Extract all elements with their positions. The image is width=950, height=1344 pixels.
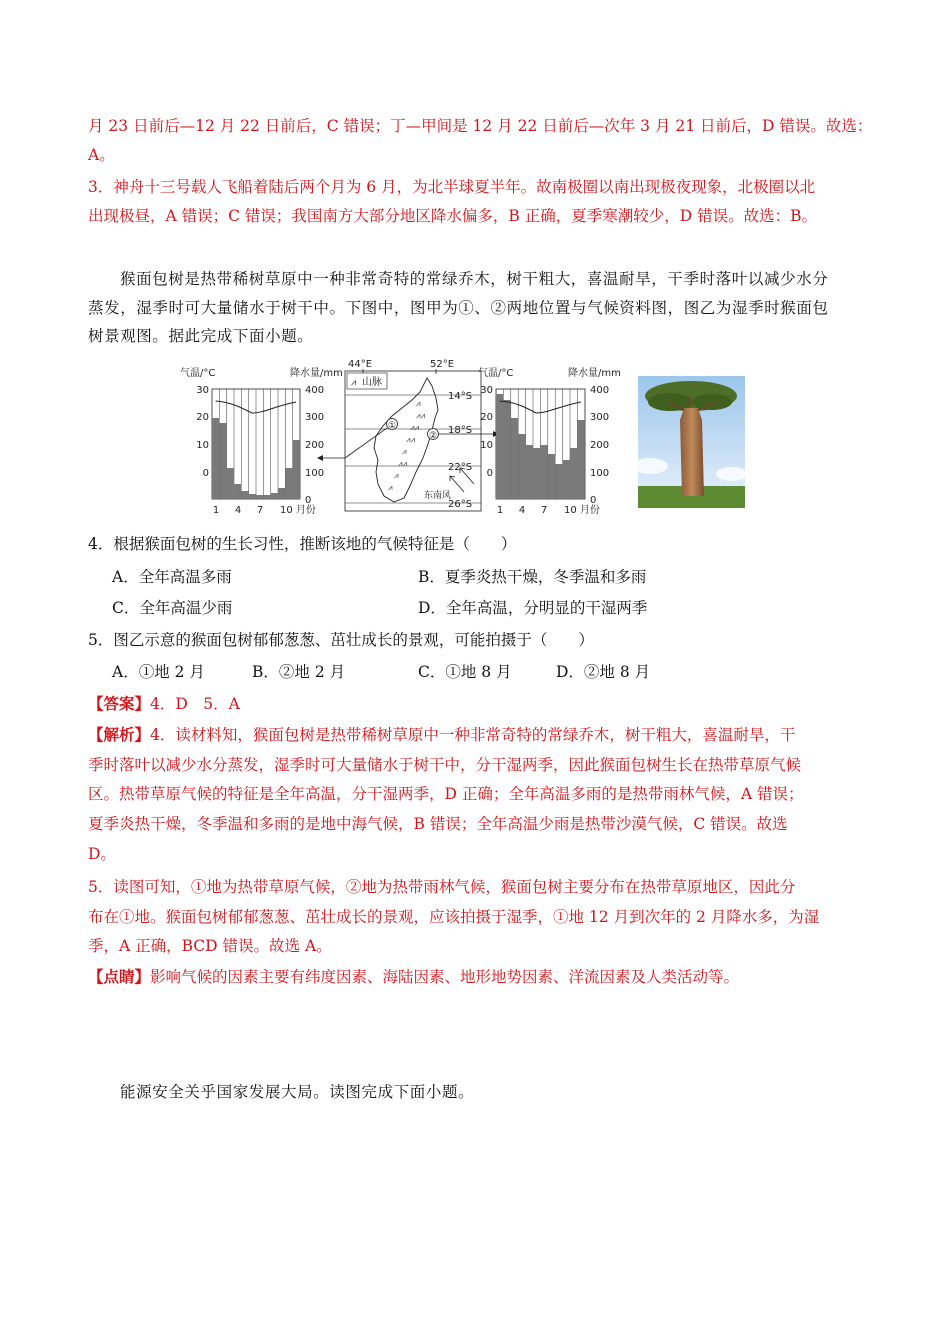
right-x-tick: 1	[496, 505, 504, 516]
intro-line-2: 蒸发，湿季时可大量储水于树干中。下图中，图甲为①、②两地位置与气候资料图，图乙为湿季时猴面包	[88, 299, 829, 317]
prev-answer-line-2: A。	[88, 146, 115, 164]
svg-text:⩘: ⩘	[416, 399, 421, 408]
svg-text:⩘: ⩘	[394, 471, 399, 480]
right-precip-tick: 400	[590, 385, 610, 396]
q3-analysis-line-2: 出现极昼，A 错误；C 错误；我国南方大部分地区降水偏多，B 正确，夏季寒潮较少，D 错误。故选：B。	[88, 207, 817, 225]
left-temp-axis-label: 气温/°C	[180, 368, 216, 379]
q4-option-b[interactable]: B．夏季炎热干燥，冬季温和多雨	[418, 568, 647, 586]
left-x-tick: 10 月份	[280, 505, 316, 516]
left-temp-tick: 0	[202, 468, 209, 479]
answer-text: 4．D 5．A	[150, 695, 240, 713]
q5-stem: 5．图乙示意的猴面包树郁郁葱葱、茁壮成长的景观，可能拍摄于（ ）	[88, 631, 594, 649]
site-1-label: ①	[387, 421, 397, 431]
right-x-tick: 4	[518, 505, 526, 516]
left-precip-tick: 300	[305, 412, 325, 423]
right-precip-tick: 0	[590, 495, 597, 506]
analysis-line-2: 季时落叶以减少水分蒸发，湿季时可大量储水于树干中，分干湿两季，因此猴面包树生长在热带草原气候	[88, 756, 802, 774]
right-temp-tick: 0	[486, 468, 493, 479]
left-climate-chart	[180, 366, 343, 516]
q3-analysis-line-1: 3．神舟十三号载人飞船着陆后两个月为 6 月，为北半球夏半年。故南极圈以南出现极夜现象，北极圈以北	[88, 178, 816, 196]
left-precip-axis-label: 降水量/mm	[290, 368, 343, 379]
analysis-q5-line-3: 季，A 正确，BCD 错误。故选 A。	[88, 937, 332, 955]
comment-text: 影响气候的因素主要有纬度因素、海陆因素、地形地势因素、洋流因素及人类活动等。	[150, 968, 740, 986]
next-section-intro: 能源安全关乎国家发展大局。读图完成下面小题。	[120, 1083, 475, 1101]
left-x-tick: 7	[256, 505, 264, 516]
analysis-q5-line-1: 5．读图可知，①地为热带草原气候，②地为热带雨林气候，猴面包树主要分布在热带草原地区，因此分	[88, 878, 796, 896]
intro-line-3: 树景观图。据此完成下面小题。	[88, 327, 314, 345]
right-precip-axis-label: 降水量/mm	[568, 368, 621, 379]
svg-text:⩘⩘: ⩘⩘	[416, 411, 426, 420]
analysis-line-4: 夏季炎热干燥，冬季温和多雨的是地中海气候，B 错误；全年高温少雨是热带沙漠气候，C 错误。故选	[88, 815, 788, 833]
analysis-text-1: 4．读材料知，猴面包树是热带稀树草原中一种非常奇特的常绿乔木，树干粗大，喜温耐旱，干	[150, 726, 796, 744]
lon-label-52: 52°E	[430, 359, 455, 370]
left-temp-tick: 30	[196, 385, 209, 396]
right-temp-axis-label: 气温/°C	[478, 368, 514, 379]
left-precip-tick: 400	[305, 385, 325, 396]
q4-option-d[interactable]: D．全年高温，分明显的干湿两季	[418, 599, 648, 617]
right-precip-tick: 100	[590, 468, 610, 479]
left-x-tick: 4	[234, 505, 242, 516]
answer-line	[88, 694, 240, 714]
q5-option-b[interactable]: B．②地 2 月	[252, 663, 346, 681]
madagascar-map	[317, 359, 499, 511]
right-x-tick: 10 月份	[564, 505, 600, 516]
comment-tag: 【点睛】	[88, 967, 151, 986]
prev-answer-line-1: 月 23 日前后—12 月 22 日前后，C 错误；丁—甲间是 12 月 22 日前后—次年 3 月 21 日前后，D 错误。故选：	[88, 117, 873, 135]
right-temp-tick: 10	[480, 440, 493, 451]
mountain-legend-label: 山脉	[362, 377, 382, 388]
right-x-tick: 7	[540, 505, 548, 516]
right-precip-tick: 300	[590, 412, 610, 423]
comment-line	[88, 967, 739, 987]
left-precip-tick: 0	[305, 495, 312, 506]
left-precip-tick: 100	[305, 468, 325, 479]
left-precip-tick: 200	[305, 440, 325, 451]
climate-figure	[180, 356, 760, 520]
analysis-q5-line-2: 布在①地。猴面包树郁郁葱葱、茁壮成长的景观，应该拍摄于湿季，①地 12 月到次年的 2 月降水多，为湿	[88, 908, 820, 926]
svg-text:⩘⩘: ⩘⩘	[406, 435, 416, 444]
svg-text:⩘: ⩘	[402, 447, 407, 456]
answer-tag: 【答案】	[88, 694, 151, 713]
figure	[180, 356, 760, 520]
left-temp-tick: 10	[196, 440, 209, 451]
right-temp-tick: 20	[480, 412, 493, 423]
intro-line-1: 猴面包树是热带稀树草原中一种非常奇特的常绿乔木，树干粗大，喜温耐旱，干季时落叶以减少水分	[120, 270, 829, 288]
q4-option-a[interactable]: A．全年高温多雨	[112, 568, 232, 586]
right-climate-chart	[478, 366, 621, 516]
baobab-tree-photo	[632, 376, 748, 508]
analysis-line-5: D。	[88, 845, 116, 863]
left-x-tick: 1	[212, 505, 220, 516]
q4-stem: 4．根据猴面包树的生长习性，推断该地的气候特征是（ ）	[88, 535, 517, 553]
mountain-legend-symbol: ⩘	[351, 378, 357, 388]
right-temp-tick: 30	[480, 385, 493, 396]
svg-text:⩘: ⩘	[388, 483, 393, 492]
q5-option-c[interactable]: C．①地 8 月	[418, 663, 512, 681]
q4-option-c[interactable]: C．全年高温少雨	[112, 599, 233, 617]
analysis-line-1	[88, 725, 795, 745]
site-2-label: ②	[428, 431, 438, 441]
lat-label-18: 18°S	[448, 425, 473, 436]
lat-label-22: 22°S	[448, 462, 473, 473]
lat-label-26: 26°S	[448, 499, 473, 510]
svg-text:⩘⩘: ⩘⩘	[398, 459, 408, 468]
lon-label-44: 44°E	[348, 359, 373, 370]
wind-label: 东南风	[424, 491, 452, 501]
svg-text:⩘⩘: ⩘⩘	[410, 423, 420, 432]
analysis-tag: 【解析】	[88, 725, 151, 744]
left-temp-tick: 20	[196, 412, 209, 423]
q5-option-a[interactable]: A．①地 2 月	[112, 663, 205, 681]
analysis-line-3: 区。热带草原气候的特征是全年高温，分干湿两季，D 正确；全年高温多雨的是热带雨林气候，A 错误；	[88, 785, 804, 803]
q5-option-d[interactable]: D．②地 8 月	[556, 663, 651, 681]
lat-label-14: 14°S	[448, 391, 473, 402]
right-precip-tick: 200	[590, 440, 610, 451]
